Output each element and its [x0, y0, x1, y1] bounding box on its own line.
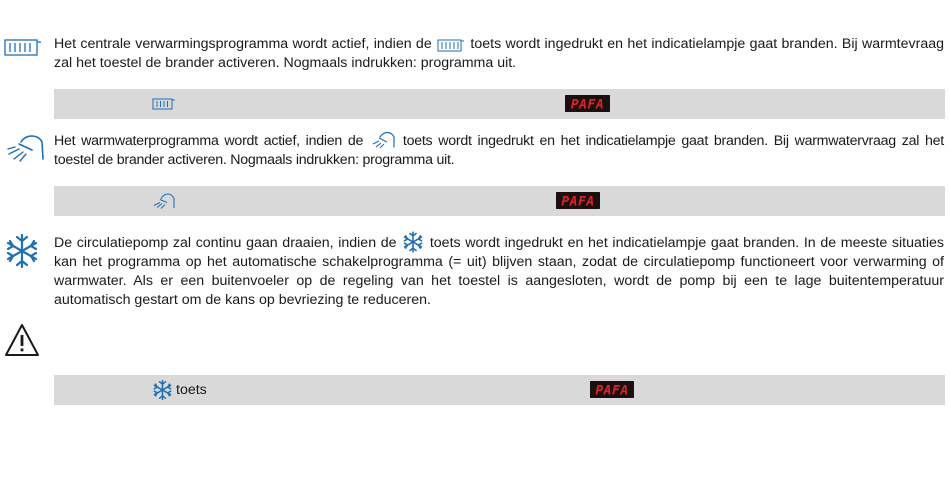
led-display [565, 95, 610, 112]
led-display-text: PAFA [570, 97, 605, 112]
snowflake-icon [4, 233, 40, 269]
heating-indicator-bar [54, 89, 945, 119]
led-display [556, 192, 600, 209]
frost-description: De circulatiepomp zal continu gaan draaien, indien de toets wordt ingedrukt en het indicatielampje gaat branden. In de meeste situaties kan het programma op het automatische schakelprogramma (= uit) blijven staan, zodat de circulatiepomp functioneert voor verwarming of warmwater. Als er een buitenvoeler op de regeling van het toestel is aangesloten, wordt de pomp bij een te lage buitentemperatuur automatisch gestart om de kans op bevriezing te reduceren. [54, 231, 944, 310]
hot-water-description: Het warmwaterprogramma wordt actief, indien de toets wordt ingedrukt en het indicatielampje gaat branden. Bij warmwatervraag zal het toestel de brander activeren. Nogmaals indrukken: programma uit. [54, 133, 944, 168]
shower-icon [4, 133, 46, 163]
frost-indicator-bar [54, 375, 945, 405]
radiator-icon [437, 38, 465, 52]
heating-description: Het centrale verwarmingsprogramma wordt actief, indien de toets wordt ingedrukt en het indicatielampje gaat branden. Bij warmtevraag zal het toestel de brander activeren. Nogmaals indrukken: programma uit. [54, 36, 944, 71]
led-display-text: PAFA [595, 383, 629, 398]
led-display-text: PAFA [561, 194, 595, 209]
shower-icon [152, 193, 176, 210]
warning-triangle-icon [4, 322, 40, 358]
hot-water-indicator-bar [54, 186, 945, 216]
frost-bar-label: toets [176, 382, 207, 398]
radiator-icon [4, 37, 42, 57]
led-display [590, 381, 634, 398]
shower-icon [370, 131, 396, 149]
snowflake-icon [152, 380, 173, 401]
snowflake-icon [402, 231, 424, 253]
radiator-icon [152, 97, 176, 111]
